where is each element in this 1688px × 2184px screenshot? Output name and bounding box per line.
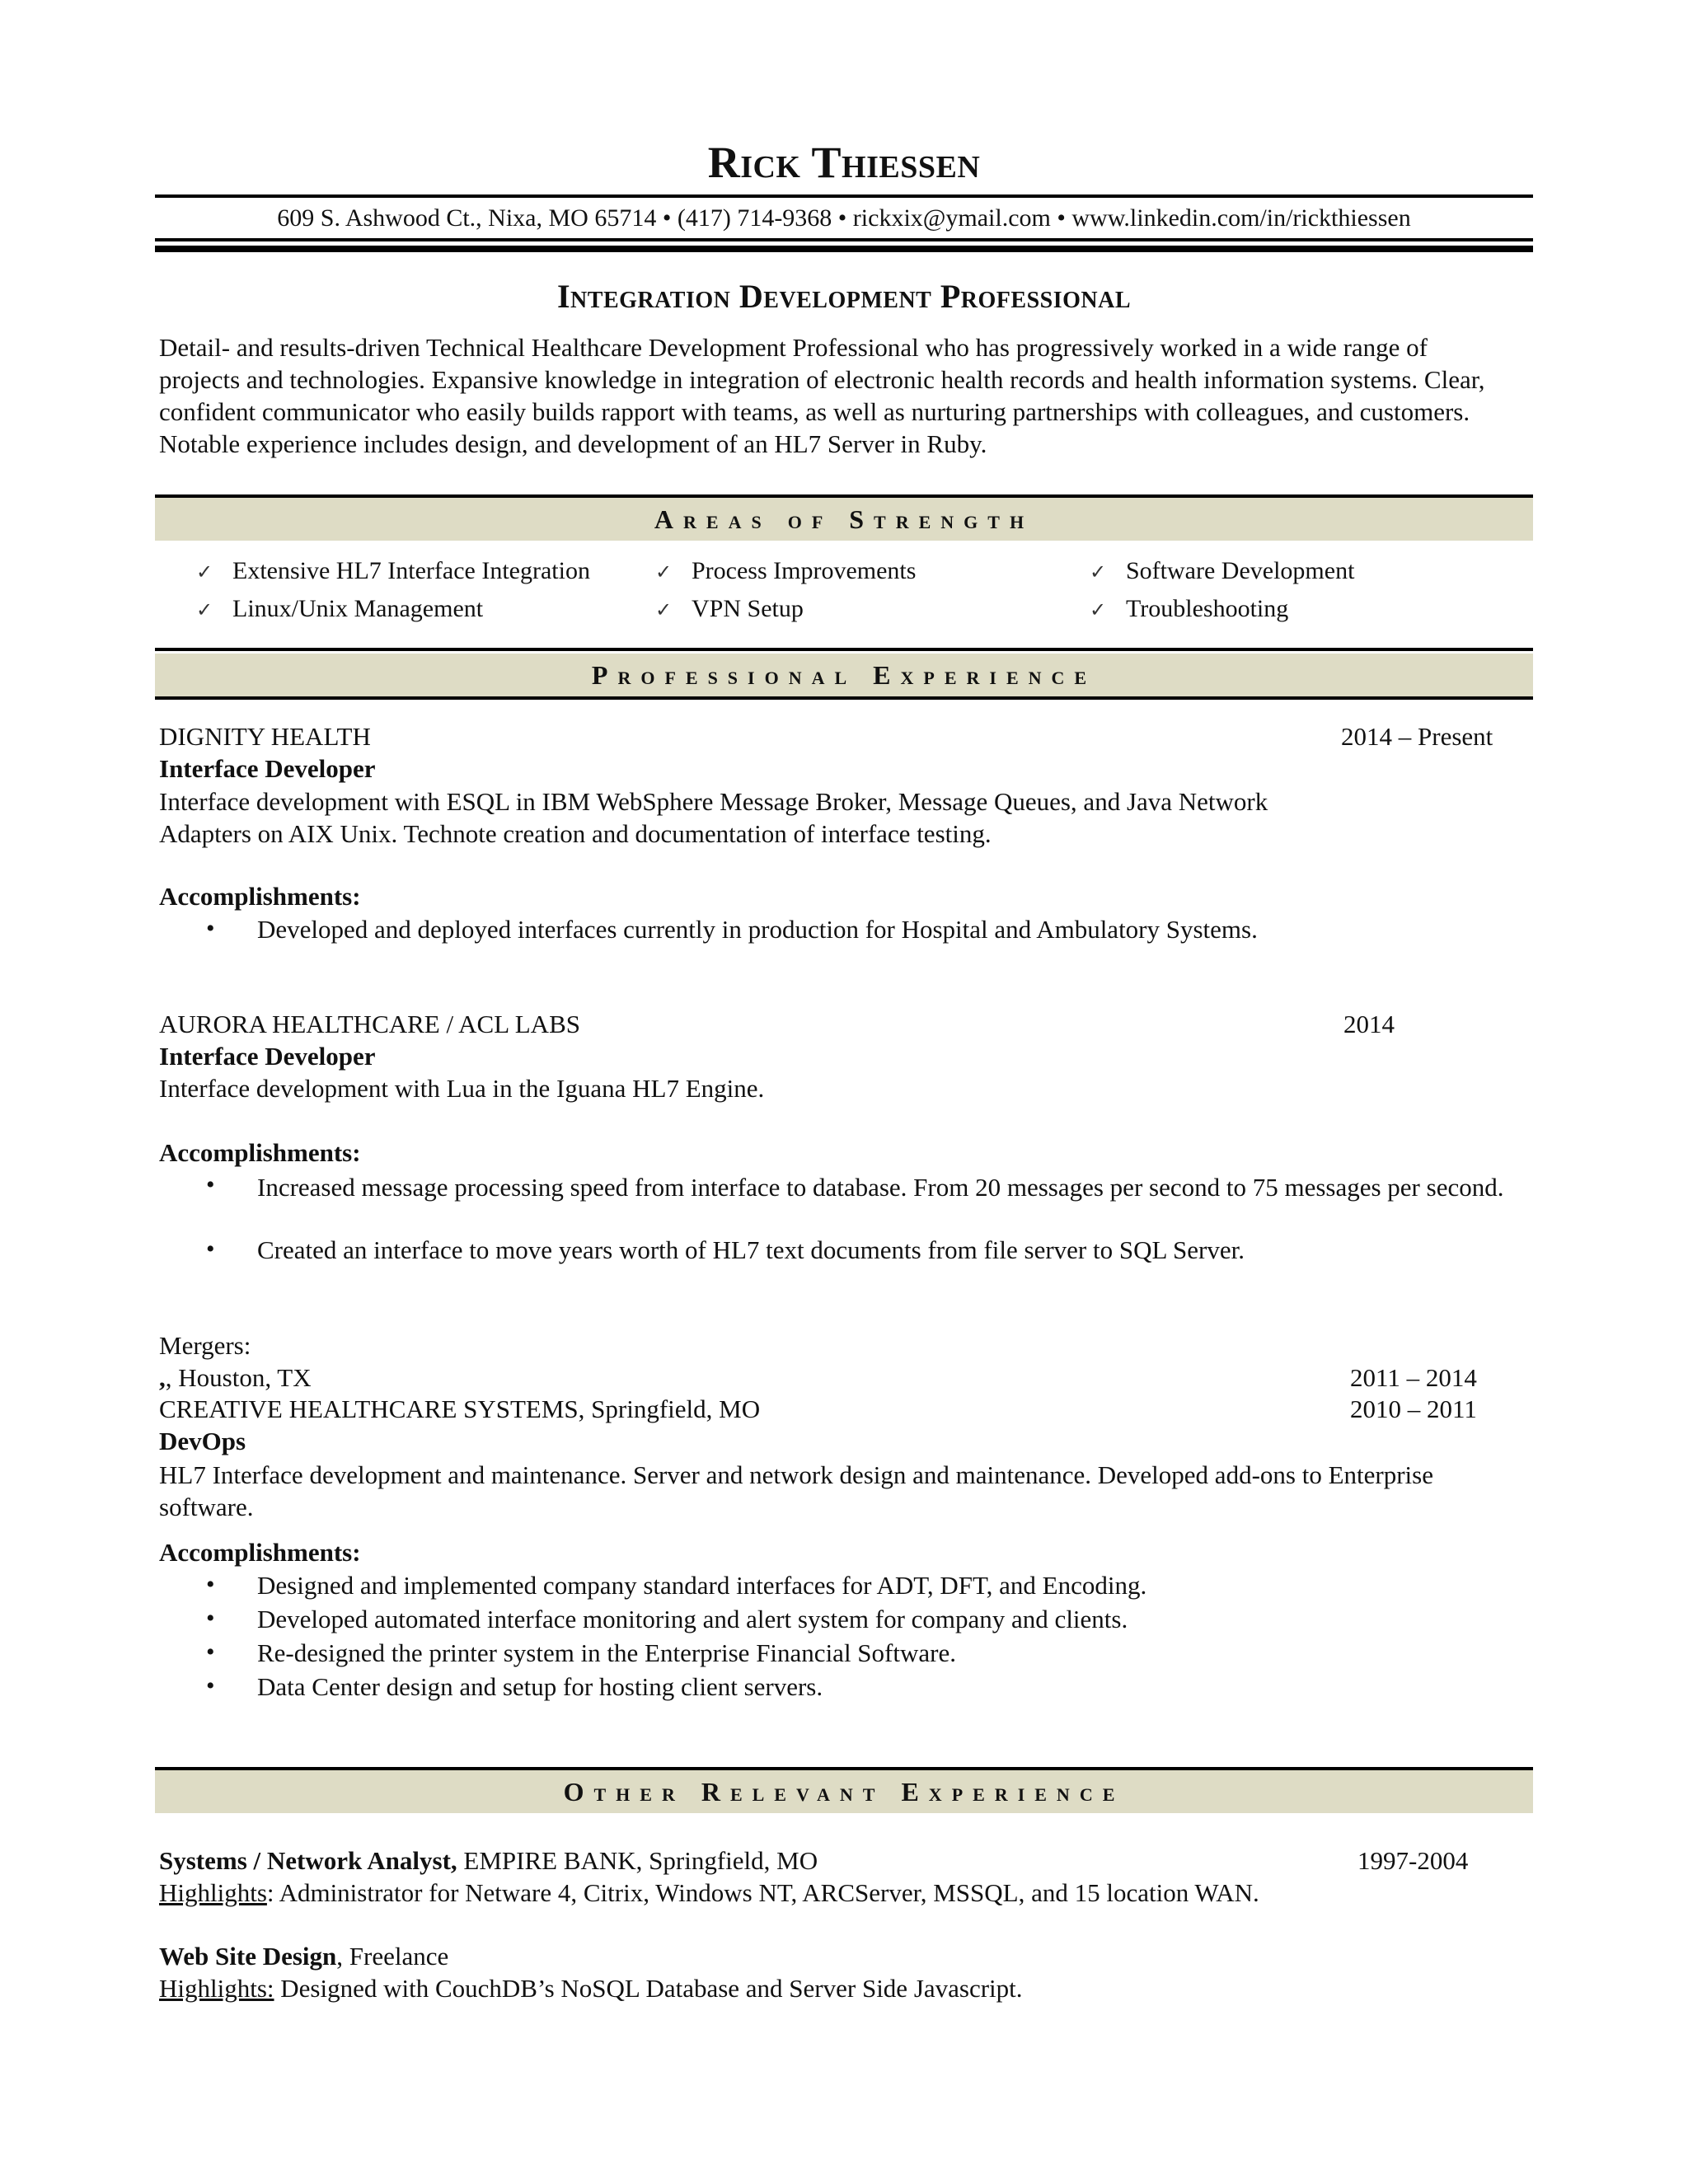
other-section-title: Other Relevant Experience [563,1777,1125,1807]
accomplishments-label: Accomplishments: [159,882,361,911]
contact-line: 609 S. Ashwood Ct., Nixa, MO 65714 • (417) 714-9368 • rickxix@ymail.com • www.linkedin.com/in/rickthiessen [277,204,1411,232]
strength-item: ✓ Troubleshooting [1090,595,1289,622]
header-rule-bottom-1 [155,238,1533,241]
strength-item: ✓ Software Development [1090,557,1355,584]
check-icon: ✓ [196,600,213,621]
applicant-name: Rick Thiessen [707,138,981,187]
check-icon: ✓ [196,562,213,583]
accomplishment-item: Designed and implemented company standard interfaces for ADT, DFT, and Encoding. [257,1571,1147,1600]
headline: Integration Development Professional [556,278,1132,315]
job-dates: 2014 – Present [1341,722,1493,751]
accomplishment-item: Data Center design and setup for hosting client servers. [257,1672,823,1701]
accomplishment-item: Developed and deployed interfaces currently in production for Hospital and Ambulatory Systems. [257,915,1258,944]
check-icon: ✓ [1090,562,1107,583]
job-dates: 2010 – 2011 [1350,1394,1477,1423]
other-highlights: Highlights: Designed with CouchDB’s NoSQL Database and Server Side Javascript. [159,1974,1023,2003]
check-icon: ✓ [655,600,673,621]
job-description: HL7 Interface development and maintenance. Server and network design and maintenance. Developed add-ons to Enterprise software. [159,1460,1433,1521]
other-role-line: Systems / Network Analyst, EMPIRE BANK, Springfield, MO [159,1846,818,1875]
accomplishment-item: Increased message processing speed from interface to database. From 20 messages per second to 75 messages per second. [257,1173,1504,1202]
job-role: Interface Developer [159,754,376,783]
other-dates: 1997-2004 [1357,1846,1469,1875]
job-company: DIGNITY HEALTH [159,722,371,751]
bullet-icon: • [206,1605,215,1632]
summary-paragraph: Detail- and results-driven Technical Healthcare Development Professional who has progressively worked in a wide range of projects and technologies. Expansive knowledge in integration of electronic health records and health information systems. Clear, confident communicator who easily builds rapport with teams, as well as nurturing partnerships with colleagues, and customers. Notable experience includes design, and development of an HL7 Server in Ruby. [159,333,1485,458]
accomplishments-label: Accomplishments: [159,1138,361,1167]
check-icon: ✓ [1090,600,1107,621]
accomplishment-item: Created an interface to move years worth of HL7 text documents from file server to SQL Server. [257,1235,1245,1264]
bullet-icon: • [206,1571,215,1598]
experience-section-title: Professional Experience [591,660,1097,690]
bullet-icon: • [206,1235,215,1263]
job-role: Interface Developer [159,1042,376,1071]
mergers-label: Mergers: [159,1331,251,1360]
bullet-icon: • [206,1672,215,1699]
check-icon: ✓ [655,562,673,583]
strength-item: ✓ Extensive HL7 Interface Integration [196,557,590,584]
job-description: Interface development with Lua in the Iguana HL7 Engine. [159,1074,765,1103]
job-company: AURORA HEALTHCARE / ACL LABS [159,1010,580,1038]
header-rule-top [155,194,1533,198]
bullet-icon: • [206,1638,215,1666]
strength-item: ✓ VPN Setup [655,595,804,622]
job-description: Interface development with ESQL in IBM WebSphere Message Broker, Message Queues, and Java Network Adapters on AIX Unix. Technote creation and documentation of interface testing. [159,787,1268,848]
job-dates: 2014 [1343,1010,1395,1038]
header-rule-bottom-2 [155,246,1533,252]
bullet-icon: • [206,1171,215,1198]
experience-rule-top [155,648,1533,651]
other-highlights: Highlights: Administrator for Netware 4, Citrix, Windows NT, ARCServer, MSSQL, and 15 location WAN. [159,1878,1259,1907]
strength-section-title: Areas of Strength [654,504,1034,534]
job-company: ,, Houston, TX [159,1363,312,1392]
experience-rule-bottom [155,696,1533,700]
accomplishments-label: Accomplishments: [159,1538,361,1567]
strength-item: ✓ Process Improvements [655,557,917,584]
other-role-line: Web Site Design, Freelance [159,1942,449,1971]
accomplishment-item: Re-designed the printer system in the Enterprise Financial Software. [257,1638,956,1667]
job-dates: 2011 – 2014 [1350,1363,1477,1392]
strength-item: ✓ Linux/Unix Management [196,595,484,622]
job-role: DevOps [159,1427,246,1455]
accomplishment-item: Developed automated interface monitoring and alert system for company and clients. [257,1605,1128,1633]
job-company: CREATIVE HEALTHCARE SYSTEMS, Springfield, MO [159,1394,761,1423]
bullet-icon: • [206,915,215,942]
